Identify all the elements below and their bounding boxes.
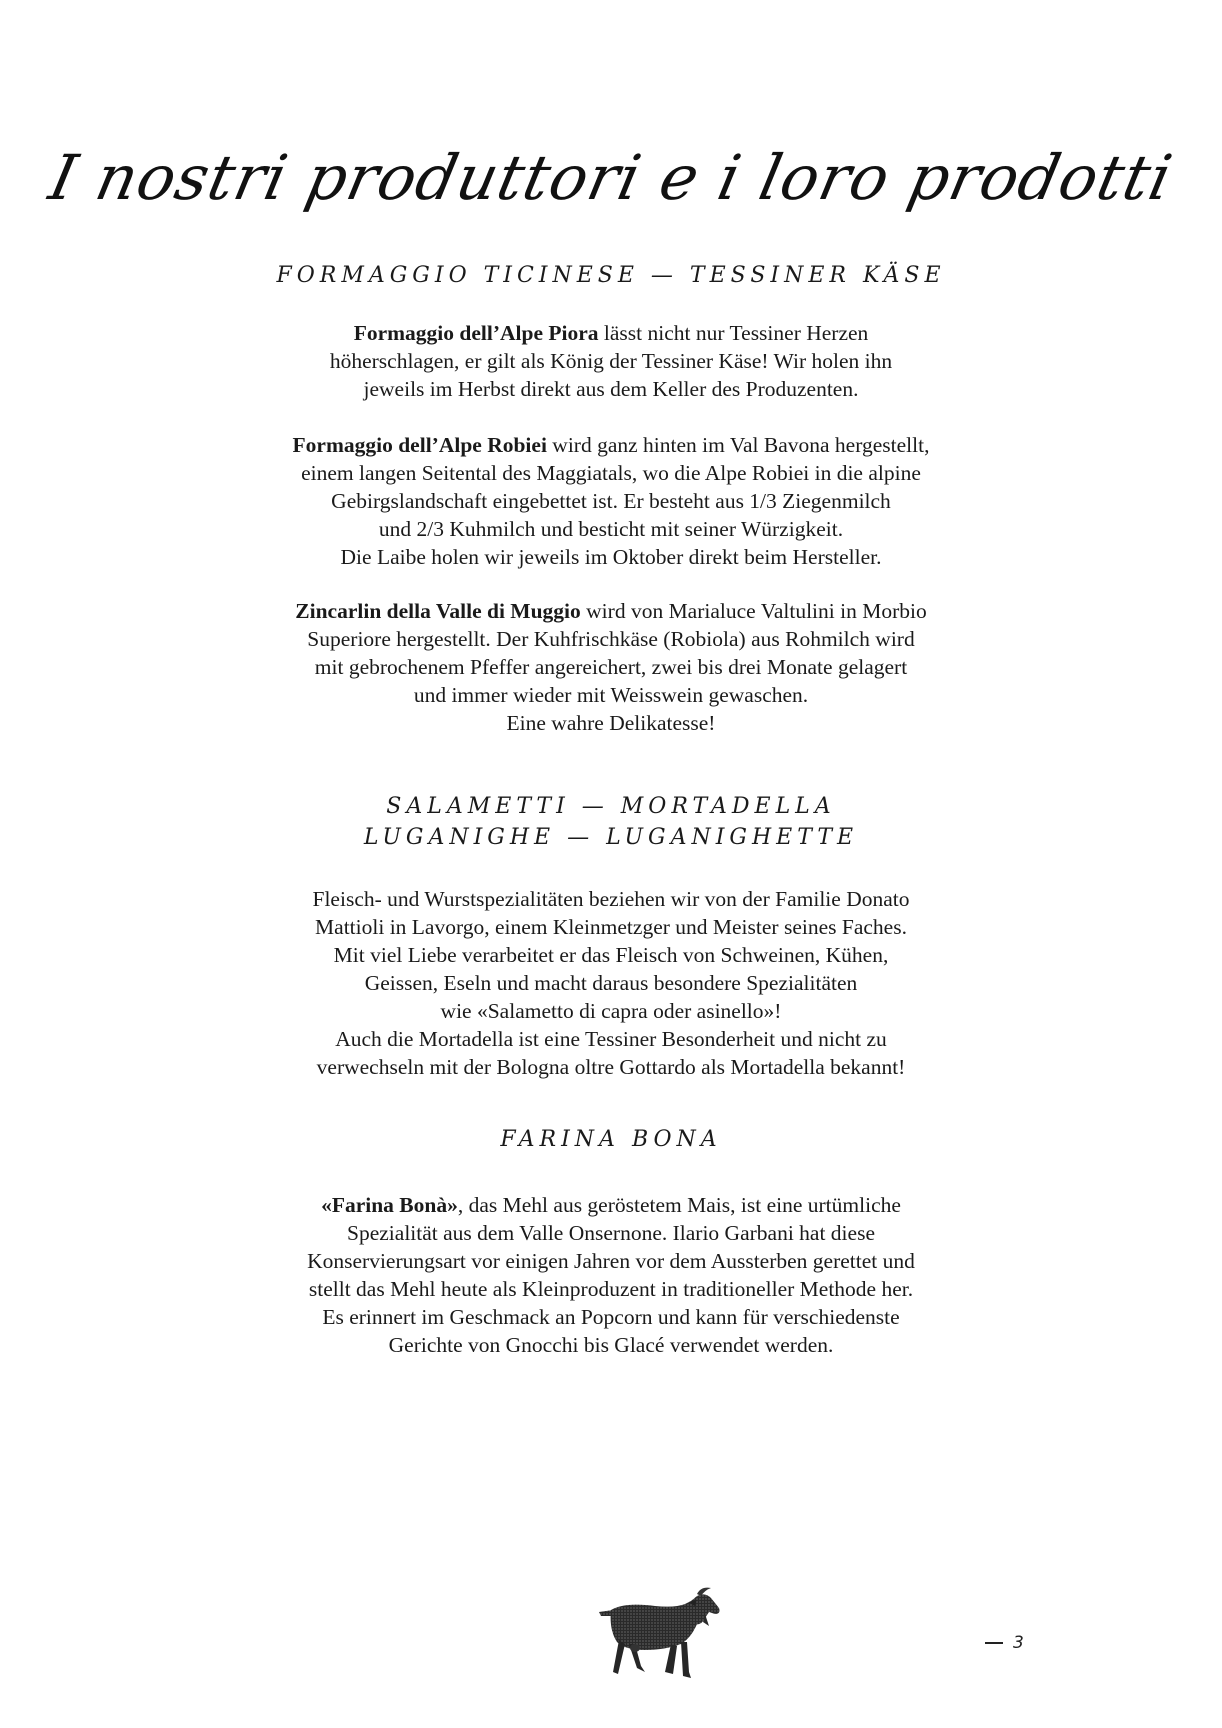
- text-line: Eine wahre Delikatesse!: [506, 711, 716, 735]
- section-heading-formaggio: [0, 260, 1222, 291]
- paragraph-salametti: [0, 885, 1222, 1081]
- product-name: «Farina Bonà»: [321, 1193, 458, 1217]
- line-text: lässt nicht nur Tessiner Herzen: [598, 321, 869, 345]
- text-line: [0, 319, 1222, 347]
- paragraph-alpe-robiei: [0, 431, 1222, 571]
- heading-line: FORMAGGIO TICINESE — TESSINER KÄSE: [276, 263, 946, 288]
- heading-line: FARINA BONA: [500, 1127, 722, 1152]
- text-line: Superiore hergestellt. Der Kuhfrischkäse (Robiola) aus Rohmilch wird: [307, 627, 915, 651]
- paragraph-farina-bona: [0, 1191, 1222, 1359]
- paragraph-alpe-piora: [0, 319, 1222, 403]
- text-line: Gerichte von Gnocchi bis Glacé verwendet werden.: [388, 1333, 834, 1357]
- line-text: wird von Marialuce Valtulini in Morbio: [580, 599, 927, 623]
- goat-illustration: [585, 1580, 725, 1692]
- text-line: jeweils im Herbst direkt aus dem Keller des Produzenten.: [363, 377, 859, 401]
- text-line: mit gebrochenem Pfeffer angereichert, zwei bis drei Monate gelagert: [314, 655, 908, 679]
- text-line: Mattioli in Lavorgo, einem Kleinmetzger und Meister seines Faches.: [315, 915, 907, 939]
- text-line: Auch die Mortadella ist eine Tessiner Besonderheit und nicht zu: [335, 1027, 887, 1051]
- text-line: Spezialität aus dem Valle Onsernone. Ilario Garbani hat diese: [347, 1221, 875, 1245]
- text-line: und immer wieder mit Weisswein gewaschen.: [413, 683, 809, 707]
- text-line: und 2/3 Kuhmilch und besticht mit seiner Würzigkeit.: [378, 517, 844, 541]
- text-line: höherschlagen, er gilt als König der Tessiner Käse! Wir holen ihn: [329, 349, 893, 373]
- line-text: , das Mehl aus geröstetem Mais, ist eine urtümliche: [457, 1193, 901, 1217]
- section-heading-salametti: [0, 791, 1222, 853]
- page-title: I nostri produttori e i loro prodotti: [43, 141, 1179, 214]
- product-name: Formaggio dell’Alpe Piora: [353, 321, 599, 345]
- text-line: Es erinnert im Geschmack an Popcorn und kann für verschiedenste: [322, 1305, 900, 1329]
- text-line: Konservierungsart vor einigen Jahren vor dem Aussterben gerettet und: [307, 1249, 915, 1273]
- text-line: verwechseln mit der Bologna oltre Gottardo als Mortadella bekannt!: [316, 1055, 906, 1079]
- heading-line: LUGANIGHE — LUGANIGHETTE: [363, 825, 859, 850]
- text-line: [0, 597, 1222, 625]
- text-line: Mit viel Liebe verarbeitet er das Fleisch von Schweinen, Kühen,: [333, 943, 889, 967]
- product-name: Zincarlin della Valle di Muggio: [295, 599, 581, 623]
- line-text: wird ganz hinten im Val Bavona hergestellt,: [546, 433, 930, 457]
- text-line: einem langen Seitental des Maggiatals, wo die Alpe Robiei in die alpine: [301, 461, 921, 485]
- text-line: Gebirgslandschaft eingebettet ist. Er besteht aus 1/3 Ziegenmilch: [331, 489, 891, 513]
- page-number: [985, 1633, 1024, 1653]
- text-line: stellt das Mehl heute als Kleinproduzent in traditioneller Methode her.: [308, 1277, 914, 1301]
- dash-decoration: [985, 1642, 1003, 1644]
- text-line: [0, 1191, 1222, 1219]
- text-line: Fleisch- und Wurstspezialitäten beziehen wir von der Familie Donato: [312, 887, 910, 911]
- text-line: Die Laibe holen wir jeweils im Oktober direkt beim Hersteller.: [340, 545, 882, 569]
- product-name: Formaggio dell’Alpe Robiei: [292, 433, 547, 457]
- page-number-value: 3: [1013, 1633, 1024, 1653]
- text-line: Geissen, Eseln und macht daraus besondere Spezialitäten: [364, 971, 858, 995]
- text-line: wie «Salametto di capra oder asinello»!: [440, 999, 782, 1023]
- heading-line: SALAMETTI — MORTADELLA: [386, 794, 836, 819]
- text-line: [0, 431, 1222, 459]
- section-heading-farina-bona: [0, 1124, 1222, 1155]
- paragraph-zincarlin: [0, 597, 1222, 737]
